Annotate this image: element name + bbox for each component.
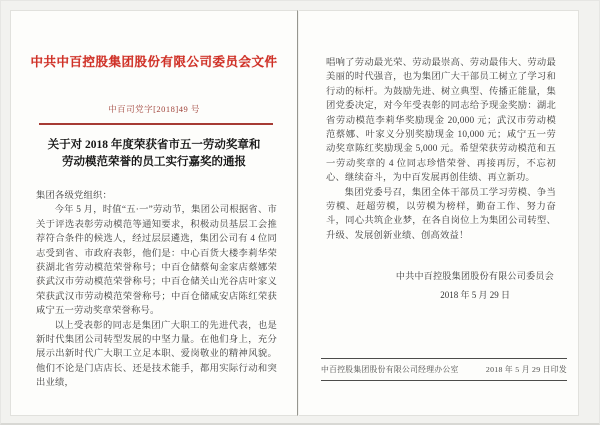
body-text-left (36, 189, 277, 391)
paragraph: 以上受表彰的同志是集团广大职工的先进代表，也是新时代集团公司转型发展的中坚力量。在他们身上，充分展示出新时代广大职工立足本职、爱岗敬业的精神风貌。他们不论是门店店长、还是技术能手，都用实际行动和突出业绩， (36, 320, 277, 389)
footer-issuing-office: 中百控股集团股份有限公司经理办公室 (321, 365, 459, 374)
red-letterhead-title: 中共中百控股集团股份有限公司委员会文件 (30, 55, 278, 69)
print-footer (321, 358, 567, 381)
document-title-line2: 劳动模范荣誉的员工实行嘉奖的通报 (62, 155, 246, 168)
document-page-right (299, 10, 579, 416)
paragraph: 唱响了劳动最光荣、劳动最崇高、劳动最伟大、劳动最美丽的时代强音，也为集团广大干部员工树立了学习和行动的标杆。为鼓励先进、树立典型、传播正能量，集团党委决定，对今年受表彰的同志给予现金奖励：湖北省劳动模范李莉华奖励现金 20,000 元；武汉市劳动模范蔡娜、叶家义分别奖励现金 10,000 元；咸宁五一劳动奖章陈红奖励现金 5,000 元。希望荣获劳动模范和五一劳动奖章的 4 位同志珍惜荣誉、再接再厉，不忘初心、继续奋斗，为中百发展再创佳绩、再立新功。 (326, 58, 556, 184)
document-title (11, 137, 297, 170)
salutation-line: 集团各级党组织： (36, 191, 112, 201)
paragraph: 集团党委号召，集团全体干部员工学习劳模、争当劳模、赶超劳模，以劳模为榜样，勤奋工作、努力奋斗，同心共筑企业梦，在各自岗位上为集团公司转型、升级、发展创新业绩、创高效益！ (326, 187, 556, 241)
document-title-line1: 关于对 2018 年度荣获省市五一劳动奖章和 (47, 139, 261, 151)
paragraph: 今年 5 月，时值“五·一”劳动节，集团公司根据省、市关于评选表彰劳动模范等通知要求，积极动员基层工会推荐符合条件的候选人，经过层层遴选，集团公司有 4 位同志受到省、市政府表彰，他们是：中心百货大楼李莉华荣获湖北省劳动模范荣誉称号；中百仓储蔡甸金家店蔡娜荣获武汉市劳动模范荣誉称号；中百仓储关山光谷店叶家义荣获武汉市劳动模范荣誉称号；中百仓储咸安店陈红荣获咸宁五一劳动奖章荣誉称号。 (36, 205, 277, 317)
document-number: 中百司党字[2018]49 号 (108, 104, 200, 114)
signature-date: 2018 年 5 月 29 日 (440, 290, 510, 301)
signature-block (299, 269, 554, 301)
red-divider-line (39, 123, 273, 125)
body-text-right (326, 56, 556, 243)
footer-print-date: 2018 年 5 月 29 日印发 (485, 365, 567, 374)
document-page-left (10, 10, 298, 416)
signature-organization: 中共中百控股集团股份有限公司委员会 (395, 271, 554, 282)
